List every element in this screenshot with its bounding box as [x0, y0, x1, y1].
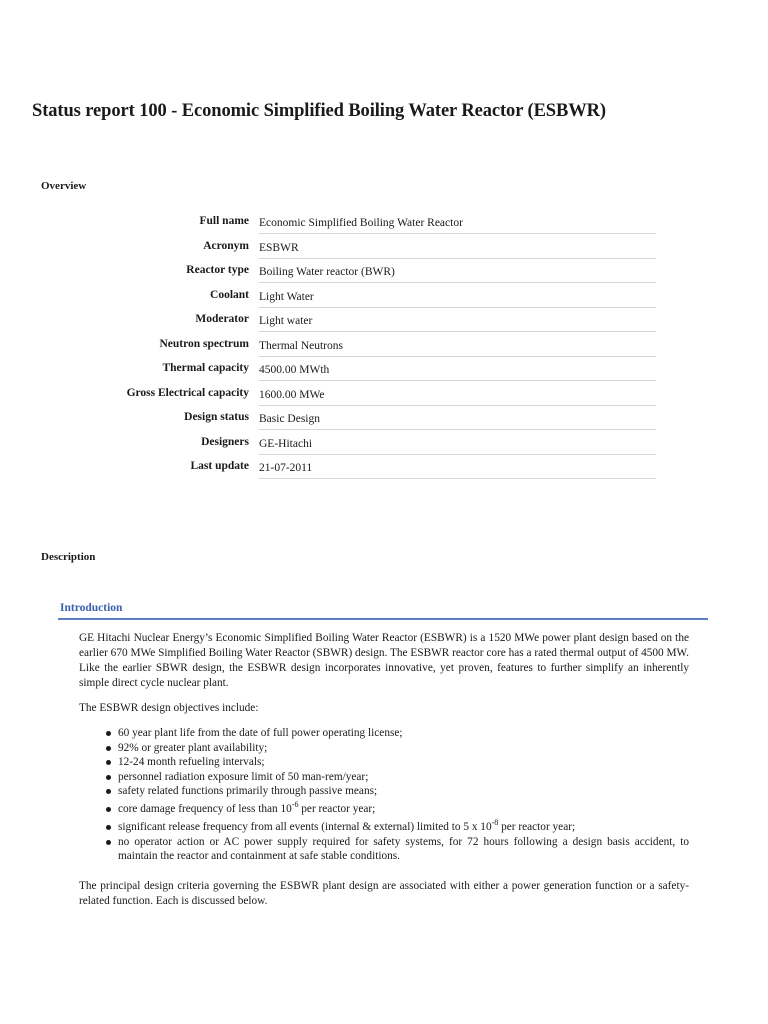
intro-paragraph: GE Hitachi Nuclear Energy’s Economic Simplified Boiling Water Reactor (ESBWR) is a 1520 MWe power plant design based on the earlier 670 MWe Simplified Boiling Water Reactor (SBWR) design. The ESBWR reactor core has a rated thermal output of 4500 MW. Like the earlier SBWR design, the ESBWR design incorporates innovative, yet proven, features to further simplify an inherently simple direct cycle nuclear plant. [79, 632, 689, 689]
row-label: Gross Electrical capacity [126, 386, 249, 399]
page-title: Status report 100 - Economic Simplified Boiling Water Reactor (ESBWR) [32, 101, 606, 121]
row-value: 21-07-2011 [259, 462, 656, 479]
row-label: Full name [199, 215, 249, 227]
objectives-intro: The ESBWR design objectives include: [79, 702, 259, 714]
list-item [79, 802, 689, 816]
list-item [79, 820, 689, 834]
description-heading: Description [41, 551, 96, 563]
list-item-text: safety related functions primarily through passive means; [118, 785, 378, 797]
overview-row [0, 261, 768, 286]
overview-row [0, 408, 768, 433]
list-item-text: 60 year plant life from the date of full power operating license; [118, 727, 403, 739]
list-item-text: personnel radiation exposure limit of 50 man-rem/year; [118, 770, 369, 783]
list-item [79, 755, 689, 769]
overview-row [0, 286, 768, 311]
row-label: Design status [184, 411, 249, 423]
row-label: Reactor type [186, 264, 249, 276]
introduction-heading: Introduction [60, 602, 123, 614]
bullet-icon [106, 825, 111, 830]
overview-table [0, 212, 768, 482]
list-item-text: core damage frequency of less than 10 [118, 803, 292, 815]
row-value: Light water [259, 315, 656, 332]
list-item-text: per reactor year; [298, 803, 376, 815]
row-value: GE-Hitachi [259, 438, 656, 455]
bullet-icon [106, 840, 111, 845]
overview-heading: Overview [41, 180, 87, 192]
row-label: Acronym [203, 239, 249, 252]
row-label: Thermal capacity [162, 362, 249, 374]
bullet-icon [106, 789, 111, 794]
row-value: Boiling Water reactor (BWR) [259, 266, 656, 283]
row-value: 1600.00 MWe [259, 389, 656, 406]
bullet-icon [106, 760, 111, 765]
list-item-text: no operator action or AC power supply required for safety systems, for 72 hours following a design basis accident, to maintain the reactor and containment at safe stable conditions. [118, 835, 689, 862]
row-value: Basic Design [259, 413, 656, 430]
exponent: -8 [491, 818, 499, 827]
overview-row [0, 433, 768, 458]
row-value: ESBWR [259, 242, 656, 259]
overview-row [0, 359, 768, 384]
bullet-icon [106, 807, 111, 812]
list-item [79, 835, 689, 863]
objectives-list [79, 726, 689, 863]
list-item-text: 12-24 month refueling intervals; [118, 756, 265, 768]
list-item-text: significant release frequency from all events (internal & external) limited to 5 x 10 [118, 821, 492, 833]
bullet-icon [106, 731, 111, 736]
introduction-rule [58, 618, 708, 620]
row-value: Economic Simplified Boiling Water Reactor [259, 217, 656, 234]
exponent: -6 [291, 800, 299, 809]
overview-row [0, 212, 768, 237]
list-item [79, 784, 689, 798]
row-value: Thermal Neutrons [259, 340, 656, 357]
list-item-text: per reactor year; [498, 821, 576, 833]
list-item [79, 741, 689, 755]
bullet-icon [106, 746, 111, 751]
overview-row [0, 384, 768, 409]
overview-row [0, 237, 768, 262]
overview-row [0, 457, 768, 482]
list-item [79, 770, 689, 784]
row-label: Designers [201, 435, 249, 448]
row-label: Neutron spectrum [159, 337, 249, 350]
criteria-paragraph: The principal design criteria governing the ESBWR plant design are associated with either a power generation function or a safety-related function. Each is discussed below. [79, 880, 689, 907]
row-value: Light Water [259, 291, 656, 308]
row-label: Moderator [195, 313, 249, 325]
row-label: Coolant [210, 288, 249, 301]
list-item-text: 92% or greater plant availability; [118, 741, 268, 754]
bullet-icon [106, 775, 111, 780]
row-value: 4500.00 MWth [259, 364, 656, 381]
overview-row [0, 310, 768, 335]
row-label: Last update [190, 460, 249, 472]
overview-row [0, 335, 768, 360]
list-item [79, 726, 689, 740]
